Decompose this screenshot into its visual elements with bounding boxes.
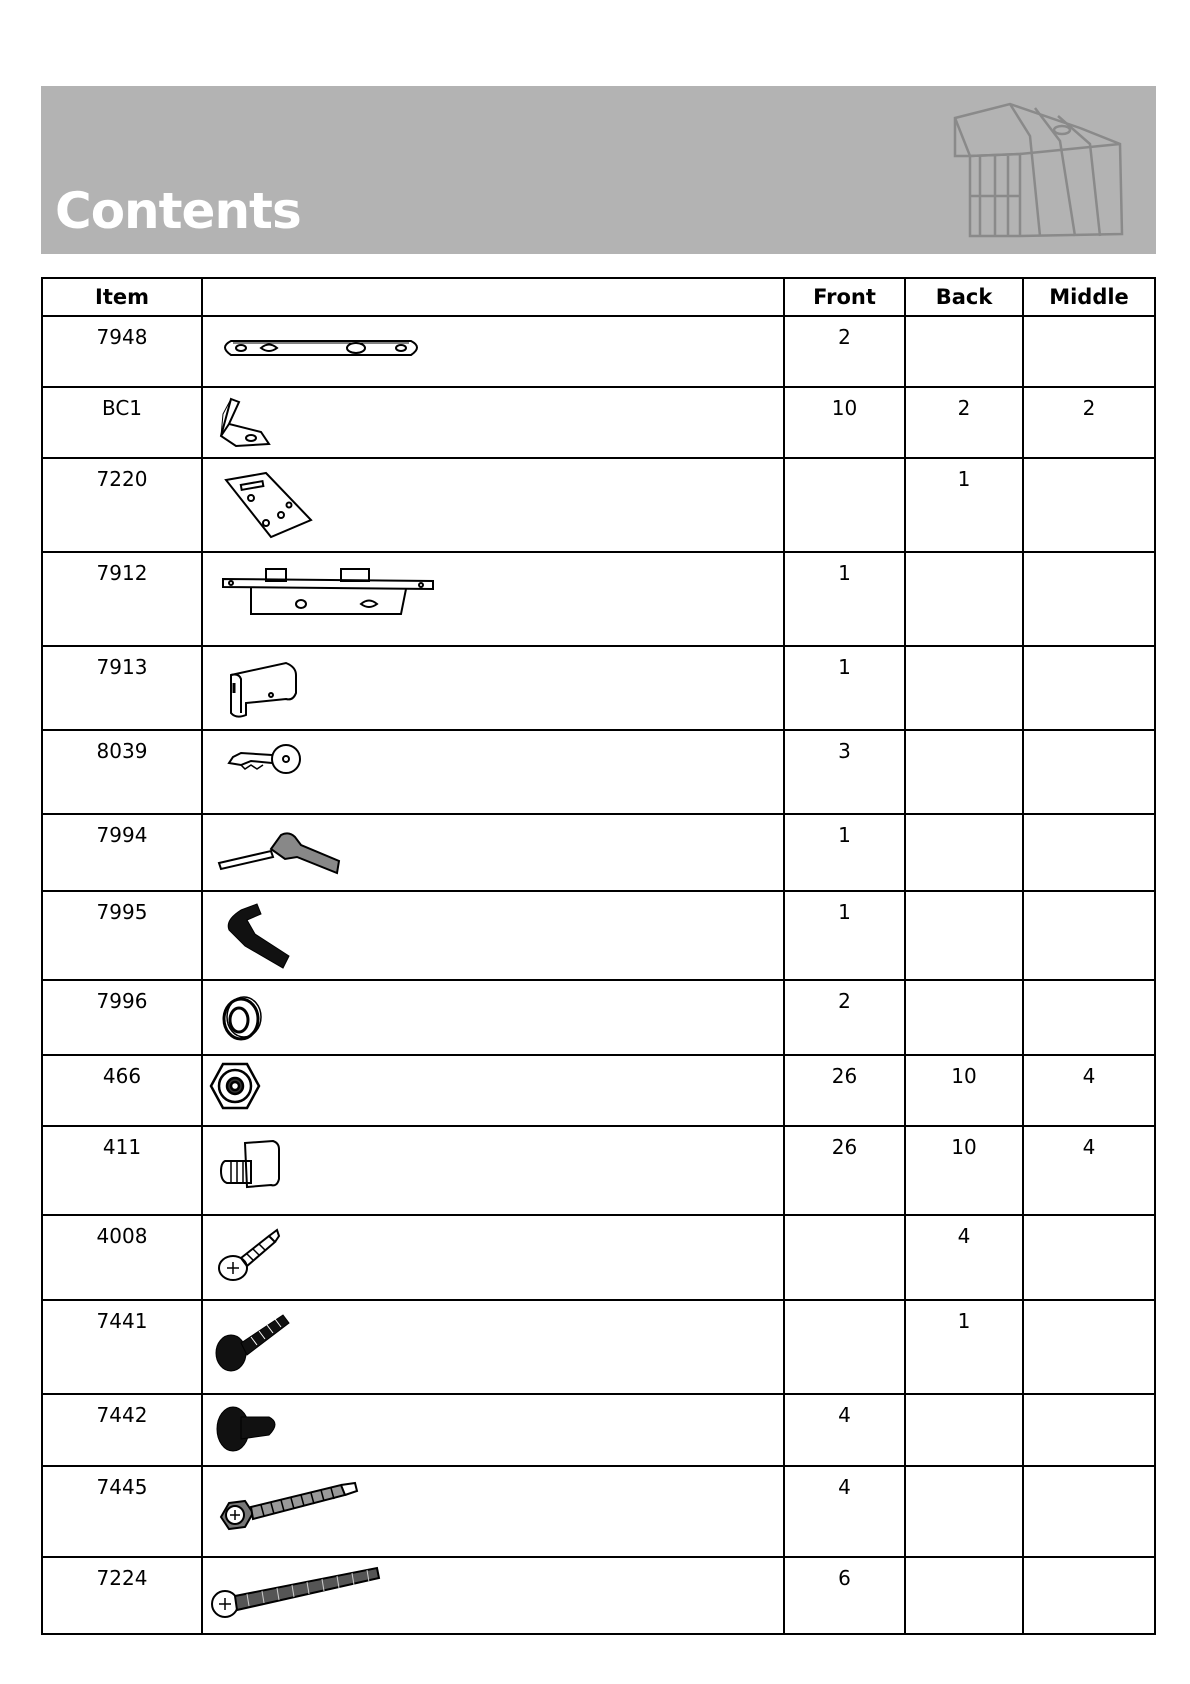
square-head-bolt-icon xyxy=(211,1133,291,1203)
table-row xyxy=(42,1394,1155,1466)
back-qty xyxy=(905,552,1023,646)
item-image xyxy=(202,980,784,1055)
item-code: 7996 xyxy=(42,980,202,1055)
back-qty xyxy=(905,891,1023,980)
front-qty: 3 xyxy=(784,730,905,814)
front-qty: 26 xyxy=(784,1126,905,1215)
front-qty xyxy=(784,458,905,552)
table-row xyxy=(42,1557,1155,1634)
item-image xyxy=(202,1055,784,1126)
page-title-text: Contents xyxy=(55,182,301,240)
item-image xyxy=(202,1466,784,1557)
middle-qty: 4 xyxy=(1023,1055,1155,1126)
item-image xyxy=(202,1300,784,1394)
long-bolt-icon xyxy=(207,1560,387,1626)
item-code: 466 xyxy=(42,1055,202,1126)
column-header-back: Back xyxy=(905,278,1023,316)
front-qty: 10 xyxy=(784,387,905,458)
middle-qty: 2 xyxy=(1023,387,1155,458)
ring-washer-icon xyxy=(211,987,271,1047)
table-row xyxy=(42,646,1155,730)
middle-qty xyxy=(1023,730,1155,814)
item-code: 7220 xyxy=(42,458,202,552)
front-qty: 1 xyxy=(784,552,905,646)
long-drilling-screw-icon xyxy=(211,1473,371,1547)
contents-table xyxy=(41,277,1156,1635)
back-qty xyxy=(905,1466,1023,1557)
item-code: 7994 xyxy=(42,814,202,891)
table-row xyxy=(42,387,1155,458)
front-qty xyxy=(784,1215,905,1300)
item-image xyxy=(202,891,784,980)
front-qty: 26 xyxy=(784,1055,905,1126)
middle-qty xyxy=(1023,316,1155,387)
back-qty: 1 xyxy=(905,458,1023,552)
back-qty xyxy=(905,730,1023,814)
table-row xyxy=(42,1215,1155,1300)
item-image xyxy=(202,316,784,387)
front-qty: 6 xyxy=(784,1557,905,1634)
table-row xyxy=(42,730,1155,814)
middle-qty xyxy=(1023,552,1155,646)
black-screw-icon xyxy=(211,1307,301,1385)
lock-strike-plate-icon xyxy=(211,323,431,373)
table-row xyxy=(42,891,1155,980)
item-image xyxy=(202,1126,784,1215)
item-image xyxy=(202,646,784,730)
item-code: 7445 xyxy=(42,1466,202,1557)
table-row xyxy=(42,814,1155,891)
item-code: 7442 xyxy=(42,1394,202,1466)
middle-qty xyxy=(1023,1466,1155,1557)
column-header-image xyxy=(202,278,784,316)
greenhouse-icon xyxy=(950,96,1130,246)
front-qty: 1 xyxy=(784,891,905,980)
back-qty: 10 xyxy=(905,1055,1023,1126)
column-header-middle: Middle xyxy=(1023,278,1155,316)
item-code: 7995 xyxy=(42,891,202,980)
back-qty xyxy=(905,1394,1023,1466)
item-code: 7913 xyxy=(42,646,202,730)
item-code: BC1 xyxy=(42,387,202,458)
table-row xyxy=(42,1055,1155,1126)
item-image xyxy=(202,552,784,646)
item-code: 7912 xyxy=(42,552,202,646)
front-qty: 1 xyxy=(784,814,905,891)
table-row xyxy=(42,980,1155,1055)
item-image xyxy=(202,458,784,552)
item-image xyxy=(202,1394,784,1466)
middle-qty xyxy=(1023,980,1155,1055)
table-row xyxy=(42,316,1155,387)
front-qty: 4 xyxy=(784,1394,905,1466)
item-image xyxy=(202,730,784,814)
table-row xyxy=(42,458,1155,552)
item-code: 7441 xyxy=(42,1300,202,1394)
front-qty xyxy=(784,1300,905,1394)
middle-qty xyxy=(1023,458,1155,552)
middle-qty: 4 xyxy=(1023,1126,1155,1215)
middle-qty xyxy=(1023,1557,1155,1634)
back-qty xyxy=(905,814,1023,891)
front-qty: 2 xyxy=(784,980,905,1055)
front-qty: 1 xyxy=(784,646,905,730)
item-image xyxy=(202,1557,784,1634)
back-qty xyxy=(905,646,1023,730)
angle-bracket-icon xyxy=(211,394,281,452)
item-code: 4008 xyxy=(42,1215,202,1300)
item-image xyxy=(202,387,784,458)
item-code: 411 xyxy=(42,1126,202,1215)
table-header-row xyxy=(42,278,1155,316)
self-drilling-screw-icon xyxy=(211,1222,291,1292)
front-qty: 4 xyxy=(784,1466,905,1557)
column-header-item: Item xyxy=(42,278,202,316)
mortise-lock-icon xyxy=(211,559,441,629)
middle-qty xyxy=(1023,891,1155,980)
middle-qty xyxy=(1023,646,1155,730)
back-qty: 4 xyxy=(905,1215,1023,1300)
header-banner xyxy=(41,86,1156,254)
item-code: 8039 xyxy=(42,730,202,814)
item-image xyxy=(202,814,784,891)
table-row xyxy=(42,552,1155,646)
table-row xyxy=(42,1126,1155,1215)
lock-cylinder-icon xyxy=(211,653,311,721)
middle-qty xyxy=(1023,1394,1155,1466)
back-qty xyxy=(905,980,1023,1055)
front-qty: 2 xyxy=(784,316,905,387)
table-row xyxy=(42,1466,1155,1557)
item-code: 7948 xyxy=(42,316,202,387)
item-code: 7224 xyxy=(42,1557,202,1634)
column-header-front: Front xyxy=(784,278,905,316)
page-title xyxy=(55,182,301,240)
item-image xyxy=(202,1215,784,1300)
hex-nut-icon xyxy=(205,1058,265,1116)
door-handle-icon xyxy=(211,898,301,970)
middle-qty xyxy=(1023,1300,1155,1394)
back-qty xyxy=(905,316,1023,387)
middle-qty xyxy=(1023,814,1155,891)
black-plug-icon xyxy=(211,1401,291,1457)
back-qty: 1 xyxy=(905,1300,1023,1394)
key-icon xyxy=(211,737,311,787)
handle-spindle-icon xyxy=(211,821,361,881)
back-qty: 10 xyxy=(905,1126,1023,1215)
middle-qty xyxy=(1023,1215,1155,1300)
table-row xyxy=(42,1300,1155,1394)
mounting-plate-icon xyxy=(211,465,321,545)
back-qty xyxy=(905,1557,1023,1634)
back-qty: 2 xyxy=(905,387,1023,458)
